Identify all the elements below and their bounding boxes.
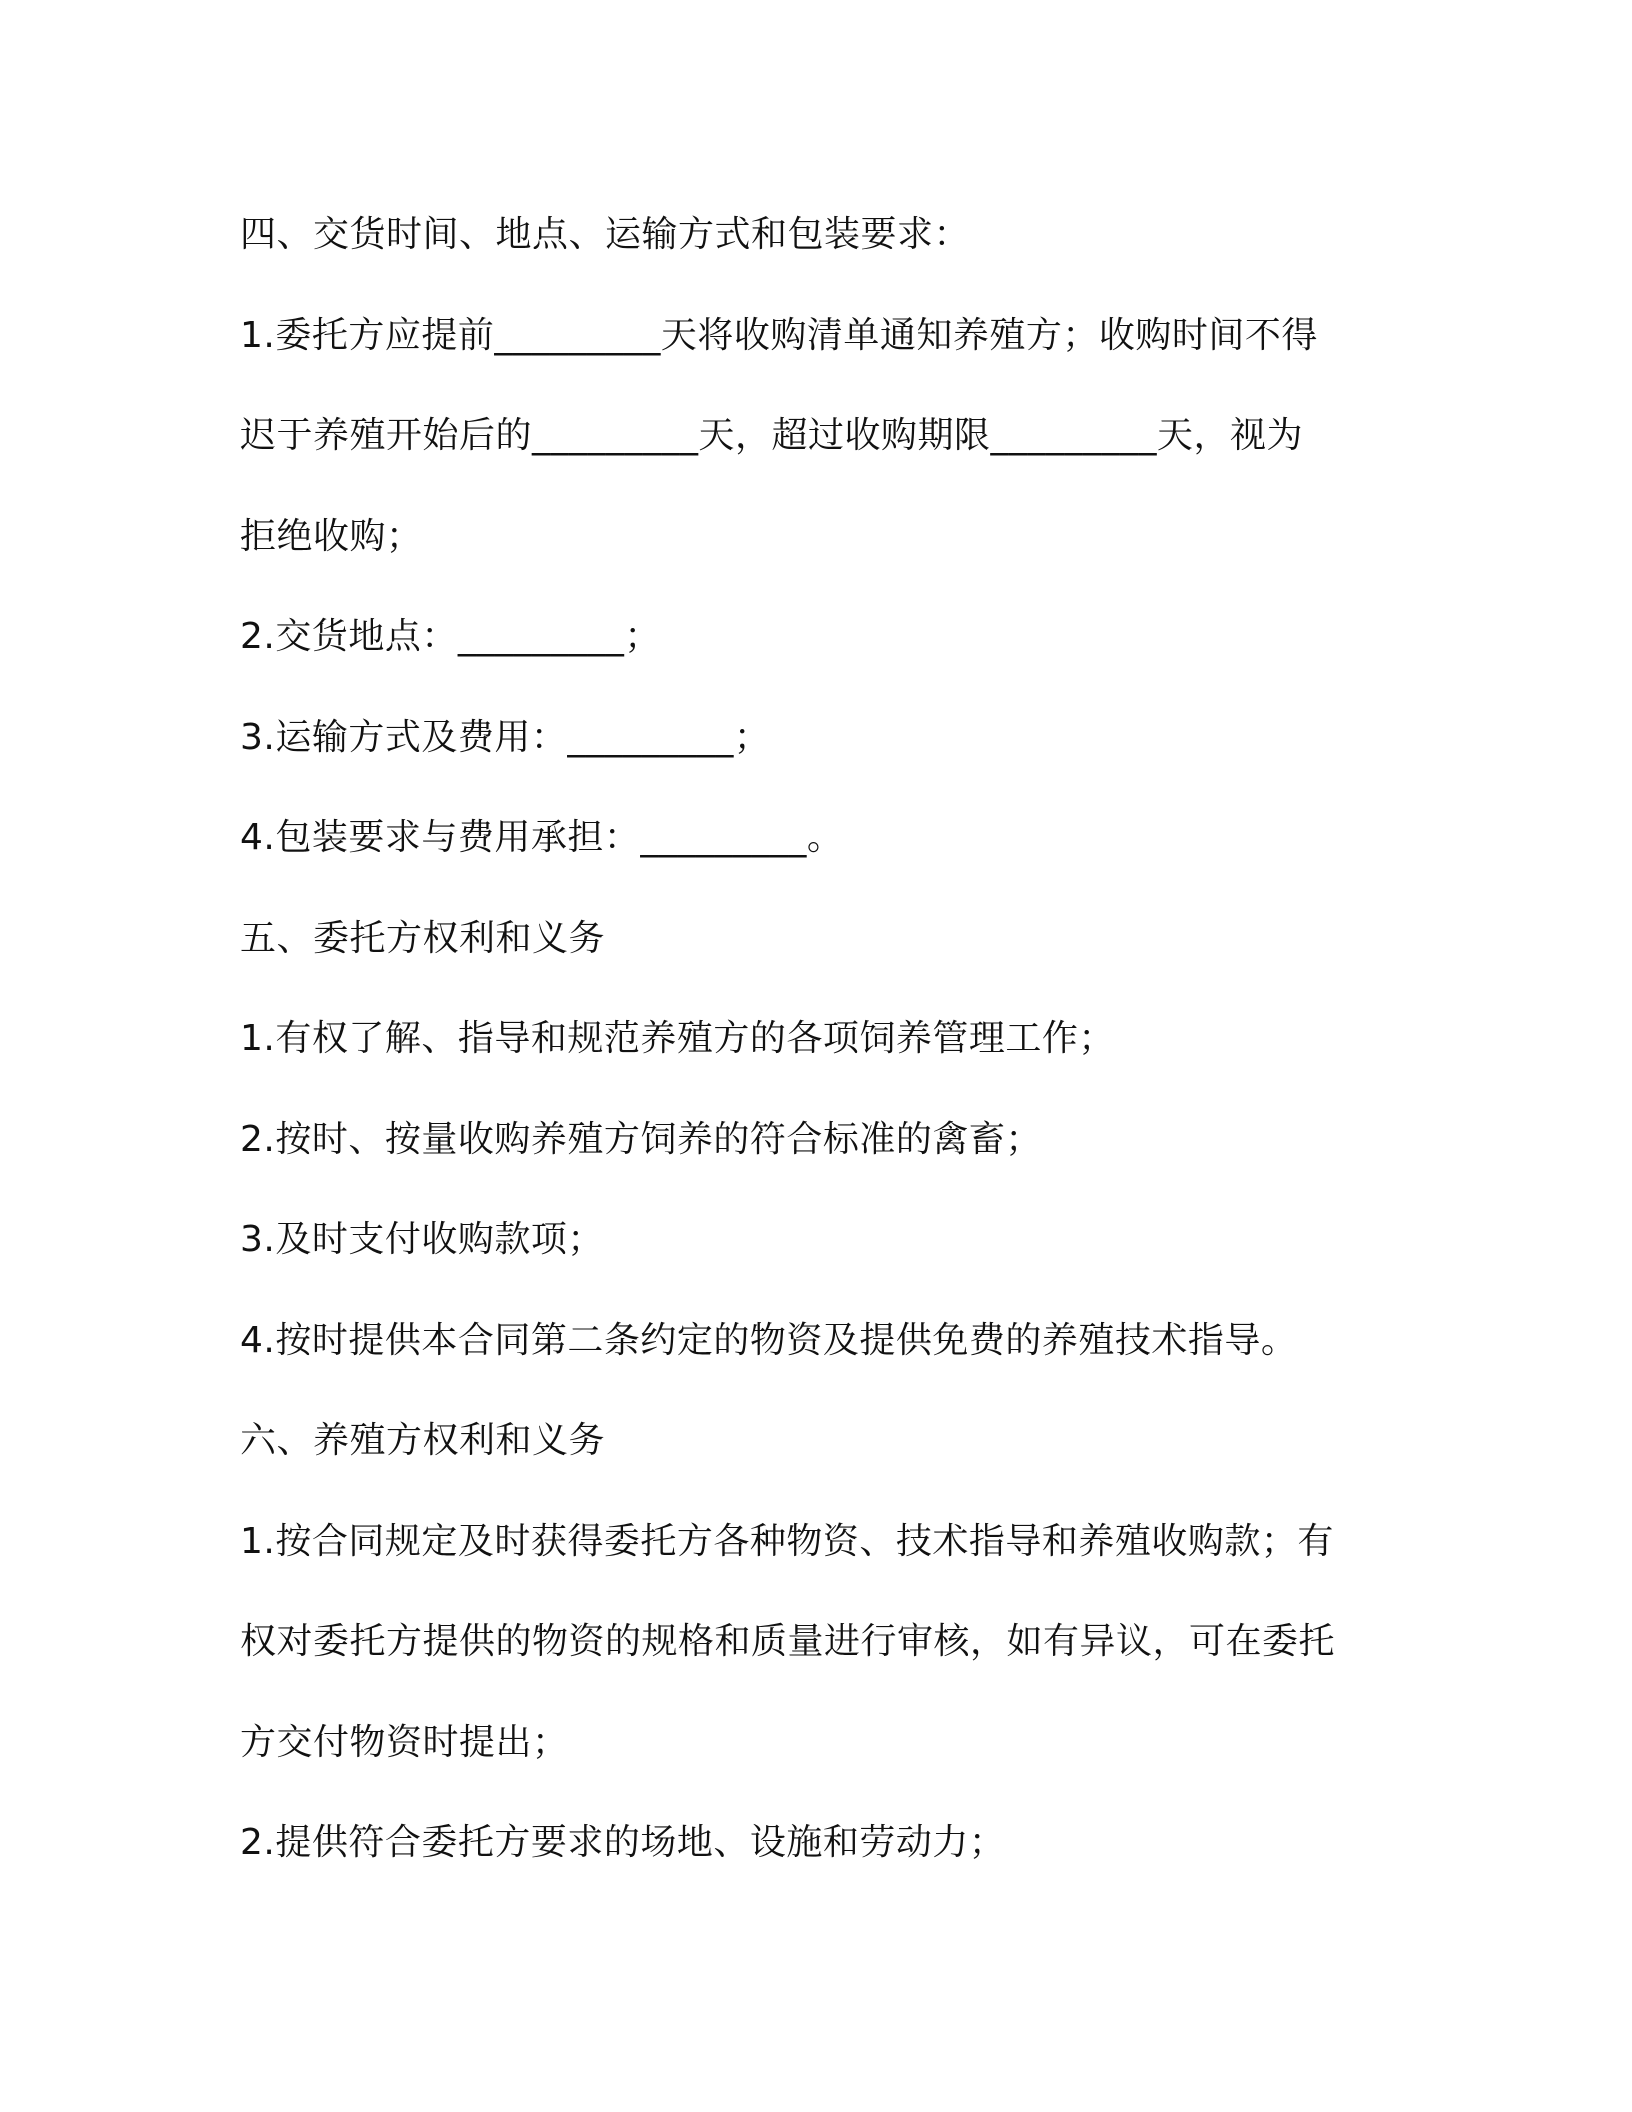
section-heading-client-rights: 五、委托方权利和义务 bbox=[240, 917, 606, 959]
paragraph-line: 1.有权了解、指导和规范养殖方的各项饲养管理工作； bbox=[240, 1018, 1115, 1059]
paragraph-line: 4.按时提供本合同第二条约定的物资及提供免费的养殖技术指导。 bbox=[240, 1319, 1298, 1361]
paragraph-line: 3.及时支付收购款项； bbox=[240, 1219, 604, 1260]
section-heading-delivery: 四、交货时间、地点、运输方式和包装要求： bbox=[240, 214, 971, 255]
paragraph-line: 1.委托方应提前_________天将收购清单通知养殖方；收购时间不得 bbox=[240, 314, 1318, 356]
paragraph-line: 3.运输方式及费用：_________； bbox=[240, 716, 771, 758]
paragraph-line: 2.提供符合委托方要求的场地、设施和劳动力； bbox=[240, 1822, 1006, 1863]
paragraph-line: 方交付物资时提出； bbox=[240, 1721, 569, 1763]
paragraph-line: 权对委托方提供的物资的规格和质量进行审核，如有异议，可在委托 bbox=[240, 1621, 1336, 1662]
paragraph-line: 2.交货地点：_________； bbox=[240, 616, 661, 657]
document-body bbox=[240, 185, 1390, 1894]
paragraph-line: 2.按时、按量收购养殖方饲养的符合标准的禽畜； bbox=[240, 1118, 1042, 1160]
paragraph-line: 4.包装要求与费用承担：_________。 bbox=[240, 817, 844, 858]
paragraph-line: 1.按合同规定及时获得委托方各种物资、技术指导和养殖收购款；有 bbox=[240, 1520, 1334, 1562]
section-heading-breeder-rights: 六、养殖方权利和义务 bbox=[240, 1420, 606, 1461]
paragraph-line: 拒绝收购； bbox=[240, 515, 423, 557]
paragraph-line: 迟于养殖开始后的_________天，超过收购期限_________天，视为 bbox=[240, 415, 1304, 456]
